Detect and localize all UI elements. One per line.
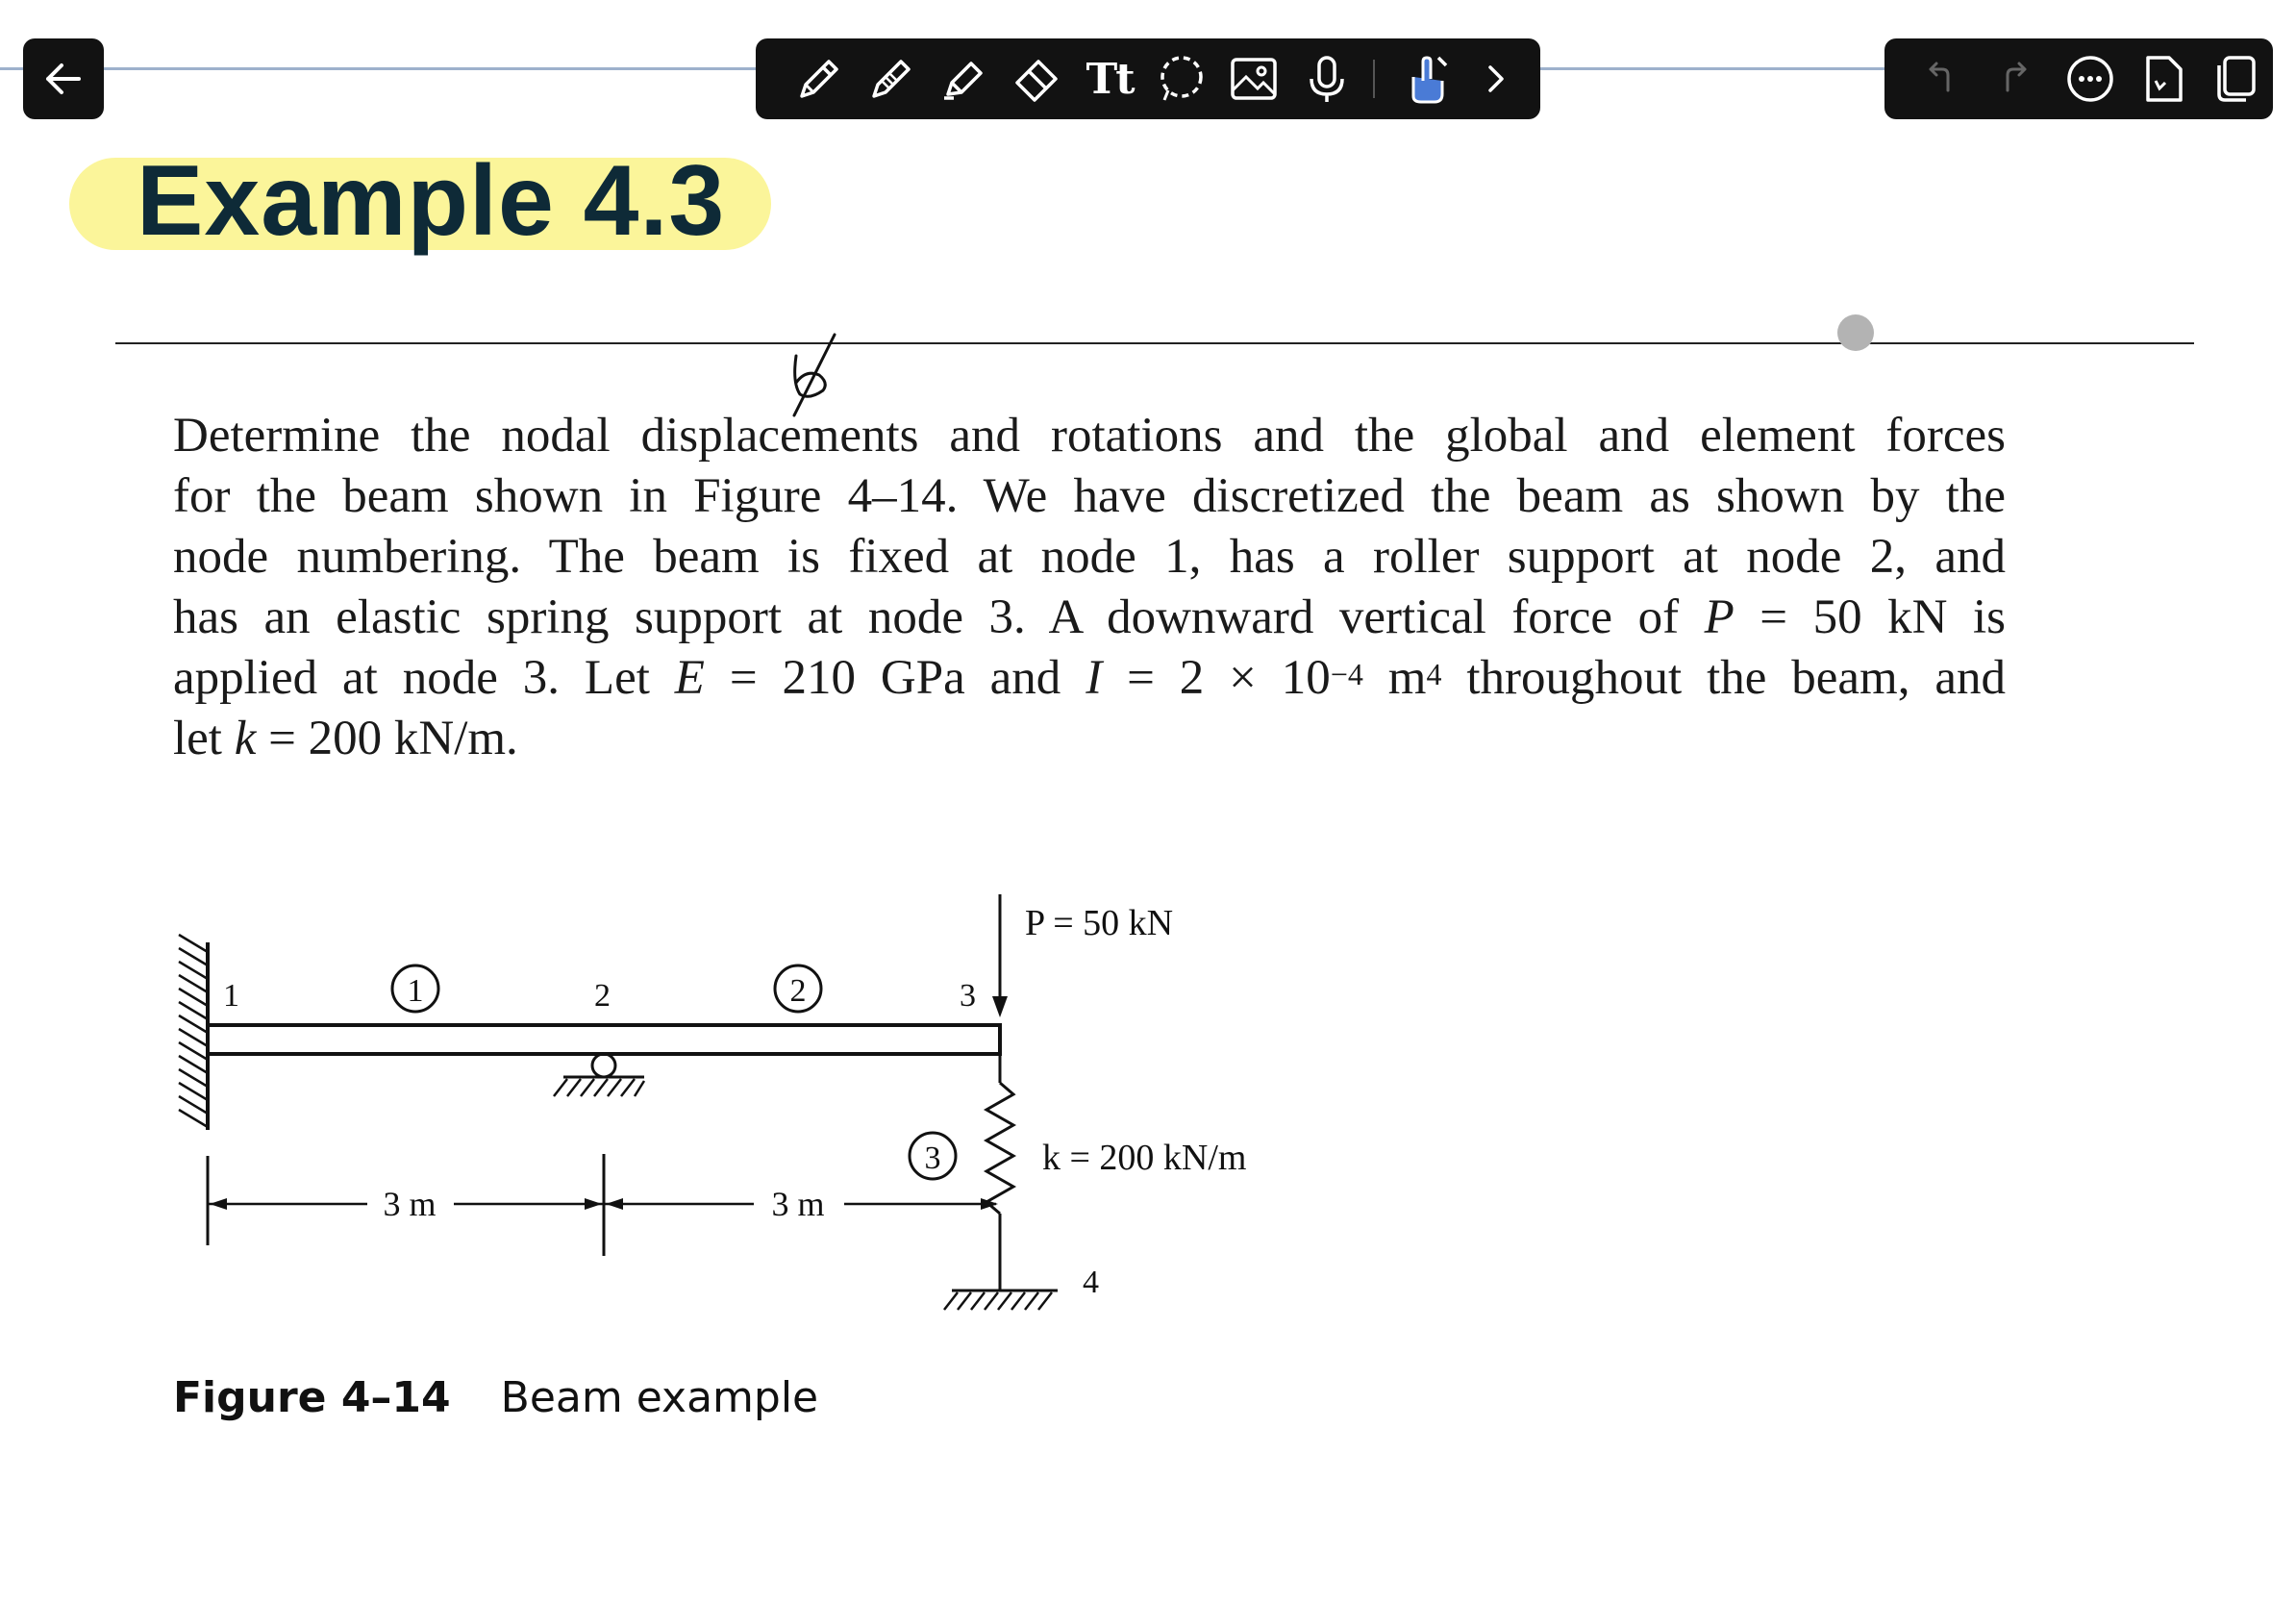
toolbar-expand-button[interactable]: [1467, 50, 1525, 108]
eraser-tool[interactable]: [1008, 50, 1065, 108]
spring: [944, 1054, 1058, 1310]
rule-handle[interactable]: [1837, 314, 1874, 351]
element-label-2: 2: [789, 973, 807, 1009]
beam: [208, 1025, 1000, 1054]
node-label-3: 3: [960, 978, 976, 1014]
figure-caption: [173, 1373, 818, 1422]
element-label-3: 3: [924, 1140, 941, 1176]
chevron-right-icon: [1477, 60, 1515, 98]
node-label-4: 4: [1083, 1265, 1099, 1300]
pages-icon: [2209, 52, 2263, 106]
fixed-support: [179, 935, 208, 1130]
beam-figure: [163, 875, 1346, 1346]
export-icon: [2136, 52, 2190, 106]
text-tool[interactable]: [1081, 50, 1138, 108]
dimension-label-2: 3 m: [771, 1185, 825, 1223]
image-icon: [1227, 52, 1281, 106]
paragraph-line: for the beam shown in Figure 4–14. We have discretized the beam as shown by the: [173, 469, 2006, 523]
export-button[interactable]: [2134, 50, 2192, 108]
undo-button[interactable]: [1911, 50, 1969, 108]
lasso-icon: [1155, 52, 1209, 106]
eraser-icon: [1010, 52, 1063, 106]
node-label-1: 1: [223, 978, 239, 1014]
touch-pen-tool[interactable]: [1398, 50, 1456, 108]
drawing-toolbar: [756, 38, 1540, 119]
text-icon: Tt: [1086, 54, 1134, 104]
caption-text: Beam example: [500, 1373, 819, 1422]
microphone-icon: [1300, 52, 1354, 106]
document-toolbar: [1884, 38, 2273, 119]
pencil-tool[interactable]: [862, 50, 920, 108]
touch-pen-icon: [1400, 52, 1454, 106]
redo-button[interactable]: [1986, 50, 2044, 108]
paragraph-line: has an elastic spring support at node 3. A downward vertical force of P = 50 kN is: [173, 590, 2007, 644]
more-icon: [2063, 52, 2117, 106]
arrow-left-icon: [23, 38, 104, 119]
problem-statement: [173, 406, 2006, 769]
element-label-1: 1: [407, 973, 424, 1009]
paragraph-line: Determine the nodal displacements and rotations and the global and element forces: [173, 409, 2006, 463]
paragraph-line: let k = 200 kN/m.: [173, 712, 518, 765]
image-tool[interactable]: [1225, 50, 1283, 108]
caption-number: Figure 4–14: [173, 1373, 451, 1422]
lasso-tool[interactable]: [1153, 50, 1210, 108]
toolbar-divider: [1373, 60, 1375, 98]
more-button[interactable]: [2061, 50, 2119, 108]
redo-icon: [1994, 58, 2036, 100]
microphone-tool[interactable]: [1298, 50, 1356, 108]
header-line-left: [0, 67, 756, 70]
highlighter-tool[interactable]: [935, 50, 992, 108]
back-button[interactable]: [23, 38, 104, 119]
horizontal-rule: [115, 342, 2194, 344]
node-label-2: 2: [594, 978, 611, 1014]
roller-support: [554, 1054, 644, 1096]
dimension-lines: [208, 1154, 998, 1256]
dimension-label-1: 3 m: [383, 1185, 437, 1223]
page-title: Example 4.3: [137, 145, 726, 257]
pages-button[interactable]: [2208, 50, 2265, 108]
paragraph-line: applied at node 3. Let E = 210 GPa and $I = 2 \times 10^{-4}$ $m^4$ throughout the beam, and: [173, 651, 2007, 705]
paragraph-line: node numbering. The beam is fixed at node 1, has a roller support at node 2, and: [173, 530, 2006, 584]
load-arrow: [992, 894, 1008, 1017]
pen-icon: [792, 52, 846, 106]
highlighter-icon: [936, 52, 990, 106]
header-line-right: [1540, 67, 1884, 70]
pen-tool[interactable]: [790, 50, 848, 108]
load-label: P = 50 kN: [1025, 903, 1174, 943]
pencil-icon: [864, 52, 918, 106]
spring-label: k = 200 kN/m: [1042, 1138, 1247, 1178]
undo-icon: [1919, 58, 1961, 100]
